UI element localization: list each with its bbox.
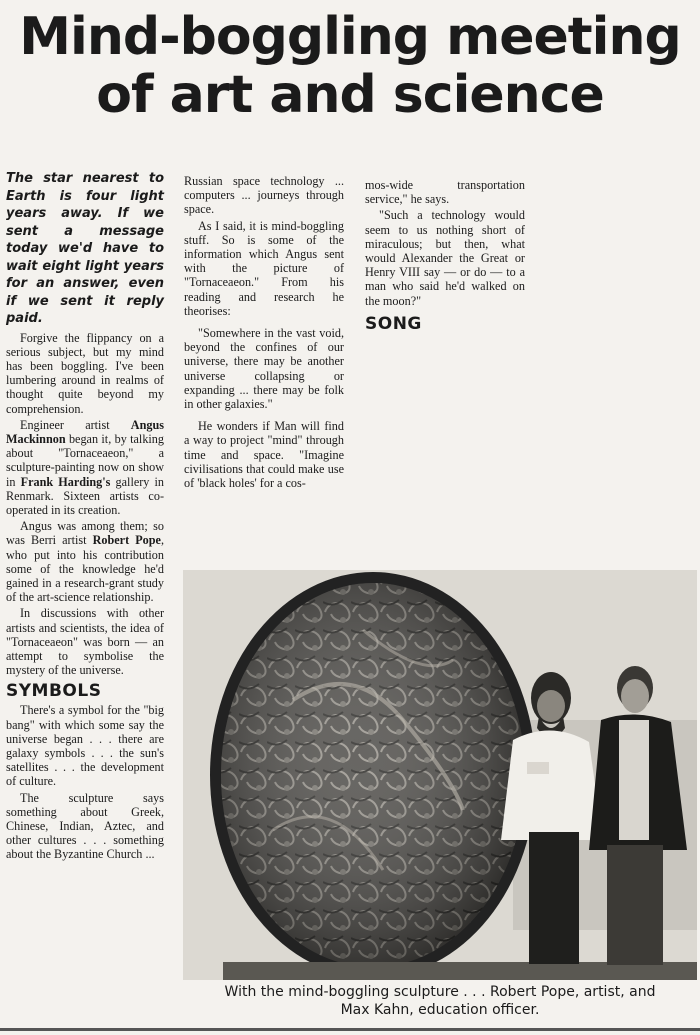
article-paragraph: There's a symbol for the "big bang" with which some say the universe began . . . there are galaxy symbols . . . the sun's satellites . . . the development of culture. (6, 703, 164, 789)
photo-illustration (183, 570, 697, 980)
text-run: Angus was among them; so was Berri artist (6, 519, 164, 548)
photo-caption (183, 983, 697, 1019)
article-paragraph: "Such a technology would seem to us nothing short of miraculous; but then, what would Alexander the Great or Henry VIII say — or do — to a man who said he'd walked on the moon?" (365, 208, 525, 308)
text-run: began it, by talking about "Tornaceaeon," a sculpture-painting now on show in (6, 431, 164, 489)
text-run: Engineer artist (20, 417, 131, 432)
sculpture-photo (183, 570, 697, 980)
article-column-3 (365, 178, 525, 336)
article-paragraph: Forgive the flippancy on a serious subject, but my mind has been boggling. I've been lumbering around in realms of thought quite beyond my comprehension. (6, 330, 164, 416)
sculpture-disc (210, 572, 536, 978)
text-run: gallery in Renmark. Sixteen artists co-operated in its creation. (6, 474, 165, 517)
article-paragraph-angus (6, 519, 164, 604)
gallery-name: Frank Harding's (20, 474, 111, 489)
article-paragraph: Russian space technology ... computers ... journeys through space. (184, 174, 344, 217)
person-name: Angus Mackinnon (6, 417, 164, 446)
article-paragraph: He wonders if Man will find a way to project "mind" through time and space. "Imagine civilisations that could make use of 'black holes' for a cos- (184, 419, 344, 491)
article-paragraph-engineer (6, 418, 164, 517)
article-column-2 (184, 174, 344, 492)
article-quote: "Somewhere in the vast void, beyond the confines of our universe, there may be another universe collapsing or expanding ... there may be folk in other galaxies." (184, 326, 344, 412)
subhead-song: SONG (365, 313, 422, 334)
text-run: , who put into his contribution some of the knowledge he'd gained in a research-grant study of the art-science relationship. (6, 533, 164, 605)
article-lead: The star nearest to Earth is four light years away. If we sent a message today we'd have to wait eight light years for an answer, even if we sent it reply paid. (6, 171, 164, 326)
caption-line-1: With the mind-boggling sculpture . . . Robert Pope, artist, and (224, 984, 656, 1000)
subhead-symbols: SYMBOLS (6, 681, 102, 702)
headline (0, 8, 700, 124)
article-paragraph: As I said, it is mind-boggling stuff. So is some of the information which Angus sent with the picture of "Tornaceaeon." From his reading and research he theorises: (184, 218, 344, 318)
headline-line-2: of art and science (96, 65, 604, 126)
article-paragraph: mos-wide transportation service," he says. (365, 178, 525, 207)
headline-line-1: Mind-boggling meeting (19, 7, 681, 67)
article-paragraph: The sculpture says something about Greek, Chinese, Indian, Aztec, and other cultures . . . something about the Byzantine Church ... (6, 790, 164, 862)
bottom-rule (0, 1028, 700, 1031)
article-column-1 (6, 170, 164, 864)
caption-line-2: Max Kahn, education officer. (340, 1002, 540, 1018)
person-name: Robert Pope (92, 533, 161, 548)
article-paragraph: In discussions with other artists and scientists, the idea of "Tornaceaeon" was born — an attempt to symbolise the mystery of the universe. (6, 606, 164, 678)
